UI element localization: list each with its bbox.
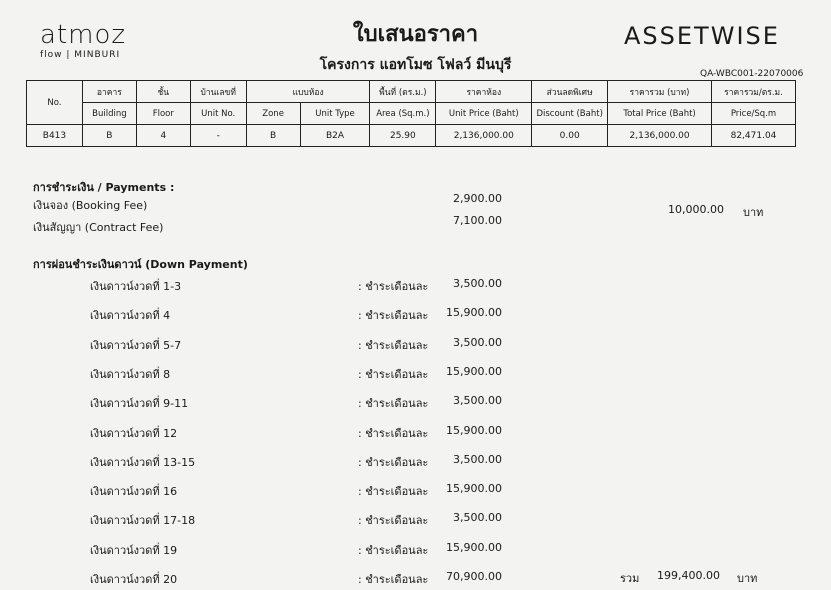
cell-area: 25.90 <box>370 125 436 147</box>
down-payment-colon-label: : ชำระเดือนละ <box>358 397 429 410</box>
th-unittype-group: แบบห้อง <box>246 81 370 103</box>
header-row-th <box>27 81 796 103</box>
down-payment-label: เงินดาวน์งวดที่ 1-3 <box>90 280 182 293</box>
payments-subtotal: 10,000.00 <box>668 203 724 216</box>
th-building-th: อาคาร <box>82 81 136 103</box>
down-payment-colon-label: : ชำระเดือนละ <box>358 309 429 322</box>
th-discount-th: ส่วนลดพิเศษ <box>532 81 608 103</box>
down-payment-amount: 15,900.00 <box>446 424 502 437</box>
th-floor: Floor <box>136 103 190 125</box>
down-payment-label: เงินดาวน์งวดที่ 13-15 <box>90 456 196 469</box>
down-payment-label: เงินดาวน์งวดที่ 16 <box>90 485 178 498</box>
down-payment-label: เงินดาวน์งวดที่ 5-7 <box>90 339 182 352</box>
project-name: โครงการ แอทโมซ โฟลว์ มีนบุรี <box>319 57 512 73</box>
cell-total: 2,136,000.00 <box>608 125 712 147</box>
table-row <box>27 125 796 147</box>
cell-pricesqm: 82,471.04 <box>712 125 796 147</box>
down-payment-amount: 15,900.00 <box>446 365 502 378</box>
brand-sub: flow | MINBURI <box>40 50 121 60</box>
down-payment-colon-label: : ชำระเดือนละ <box>358 427 429 440</box>
cell-unitprice: 2,136,000.00 <box>436 125 532 147</box>
down-payment-colon-label: : ชำระเดือนละ <box>358 485 429 498</box>
total-currency: บาท <box>737 572 758 585</box>
down-payment-colon-label: : ชำระเดือนละ <box>358 514 429 527</box>
down-payment-colon-label: : ชำระเดือนละ <box>358 456 429 469</box>
th-building: Building <box>82 103 136 125</box>
down-payment-amount: 15,900.00 <box>446 541 502 554</box>
down-payment-amount: 3,500.00 <box>453 336 502 349</box>
cell-unitno: - <box>190 125 246 147</box>
th-area-th: พื้นที่ (ตร.ม.) <box>370 81 436 103</box>
cell-floor: 4 <box>136 125 190 147</box>
down-payment-amount: 15,900.00 <box>446 482 502 495</box>
down-payment-label: เงินดาวน์งวดที่ 9-11 <box>90 397 189 410</box>
th-unitno-th: บ้านเลขที่ <box>190 81 246 103</box>
down-payment-amount: 3,500.00 <box>453 277 502 290</box>
down-payment-colon-label: : ชำระเดือนละ <box>358 544 429 557</box>
down-payment-colon-label: : ชำระเดือนละ <box>358 339 429 352</box>
th-unitprice: Unit Price (Baht) <box>436 103 532 125</box>
down-payment-label: เงินดาวน์งวดที่ 4 <box>90 309 171 322</box>
down-payment-title: การผ่อนชำระเงินดาวน์ (Down Payment) <box>33 258 248 271</box>
contract-fee-label: เงินสัญญา (Contract Fee) <box>33 221 164 234</box>
down-payment-label: เงินดาวน์งวดที่ 12 <box>90 427 178 440</box>
th-discount: Discount (Baht) <box>532 103 608 125</box>
th-floor-th: ชั้น <box>136 81 190 103</box>
th-pricesqm-th: ราคารวม/ตร.ม. <box>712 81 796 103</box>
down-payment-label: เงินดาวน์งวดที่ 20 <box>90 573 178 586</box>
payments-title: การชำระเงิน / Payments : <box>33 181 175 194</box>
document-number: QA-WBC001-22070006 <box>700 69 804 79</box>
th-unitprice-th: ราคาห้อง <box>436 81 532 103</box>
th-total: Total Price (Baht) <box>608 103 712 125</box>
contract-fee-amount: 7,100.00 <box>453 214 502 227</box>
booking-fee-amount: 2,900.00 <box>453 192 502 205</box>
th-unittype: Unit Type <box>300 103 370 125</box>
cell-unittype: B2A <box>300 125 370 147</box>
down-payment-colon-label: : ชำระเดือนละ <box>358 573 429 586</box>
down-payment-amount: 15,900.00 <box>446 306 502 319</box>
down-payment-amount: 3,500.00 <box>453 453 502 466</box>
down-payment-label: เงินดาวน์งวดที่ 8 <box>90 368 171 381</box>
booking-fee-label: เงินจอง (Booking Fee) <box>33 199 148 212</box>
down-payment-label: เงินดาวน์งวดที่ 17-18 <box>90 514 196 527</box>
unit-table <box>26 80 796 147</box>
th-unitno: Unit No. <box>190 103 246 125</box>
cell-zone: B <box>246 125 300 147</box>
total-amount: 199,400.00 <box>657 569 720 582</box>
total-label: รวม <box>620 572 640 585</box>
cell-no: B413 <box>27 125 83 147</box>
cell-discount: 0.00 <box>532 125 608 147</box>
payments-currency: บาท <box>743 206 764 219</box>
document-title: ใบเสนอราคา <box>352 22 479 47</box>
down-payment-colon-label: : ชำระเดือนละ <box>358 368 429 381</box>
down-payment-amount: 3,500.00 <box>453 511 502 524</box>
down-payment-colon-label: : ชำระเดือนละ <box>358 280 429 293</box>
th-no: No. <box>27 81 83 125</box>
th-pricesqm: Price/Sq.m <box>712 103 796 125</box>
down-payment-label: เงินดาวน์งวดที่ 19 <box>90 544 178 557</box>
th-zone: Zone <box>246 103 300 125</box>
th-area: Area (Sq.m.) <box>370 103 436 125</box>
th-total-th: ราคารวม (บาท) <box>608 81 712 103</box>
cell-building: B <box>82 125 136 147</box>
header-row-en <box>27 103 796 125</box>
down-payment-amount: 3,500.00 <box>453 394 502 407</box>
assetwise-logo: ASSETWISE <box>624 22 780 50</box>
brand-main: atmoz <box>40 20 127 50</box>
down-payment-amount: 70,900.00 <box>446 570 502 583</box>
